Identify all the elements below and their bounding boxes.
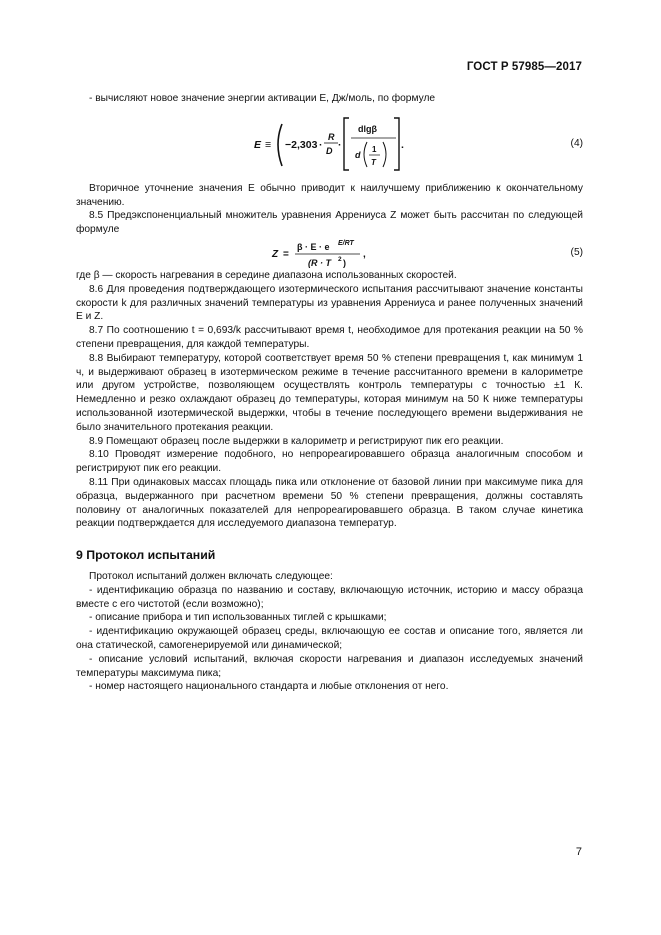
list-item: - идентификацию образца по названию и составу, включающую источник, историю и массу образца вместе с его чистотой (если возможно); (76, 584, 583, 610)
section-9-title: 9 Протокол испытаний (76, 548, 216, 563)
clause-8-11: 8.11 При одинаковых массах площадь пика или отклонение от базовой линии при максимуме пика для образца, выдержанного при расчетном времени 50 % степени превращения, должны составлять половину от аналогичных показателей для непрореагировавшего образца. В таком случае кинетика реакции подтверждается для исследуемого диапазона температур. (76, 476, 583, 530)
formula4-number: (4) (570, 137, 583, 149)
formula4-inner-left-paren (364, 142, 367, 167)
secondary-refinement: Вторичное уточнение значения E обычно приводит к наилучшему приближению к окончательному значению. (76, 182, 583, 208)
formula4-R: R (328, 131, 335, 142)
formula5-num: β · E · e (297, 241, 330, 252)
formula5-lhs: Z (272, 248, 279, 260)
formula4-left-bracket (344, 118, 349, 170)
formula4-period: . (401, 138, 404, 151)
formula5-den-close: ) (343, 257, 346, 268)
formula4-coef: −2,303 (285, 138, 318, 151)
formula5-den: (R · T (308, 257, 331, 268)
formula4-dot: · (319, 138, 323, 151)
formula5-equals: = (283, 248, 289, 260)
formula4-right-bracket (394, 118, 399, 170)
list-item: - описание условий испытаний, включая скорости нагревания и диапазон исследуемых значений температуры максимума пика; (76, 653, 583, 679)
clause-8-5: 8.5 Предэкспоненциальный множитель уравнения Аррениуса Z может быть рассчитан по следующей формуле (76, 210, 583, 236)
clause-8-8: 8.8 Выбирают температуру, которой соответствует время 50 % степени превращения t, как минимум 1 ч, и выдерживают образец в изотермическом режиме в течение рассчитанного времени в калориметре или другом устройстве, позволяющем осуществлять контроль температуры с точностью ±1 К. Немедленно и резко охлаждают образец до температуры, которая минимум на 50 К ниже температуры использованной изотермической выдержки, чтобы в течение последующего времени выдерживания не было значительного протекания реакции. (76, 352, 583, 433)
formula4-left-paren (278, 124, 282, 166)
formula-4-graphic (76, 114, 583, 174)
standard-code: ГОСТ Р 57985—2017 (466, 61, 582, 73)
list-item: - описание прибора и тип использованных тиглей с крышками; (89, 612, 387, 624)
intro-item: - вычисляют новое значение энергии активации E, Дж/моль, по формуле (89, 93, 436, 104)
formula-5 (76, 237, 583, 269)
where-beta: где β — скорость нагревания в середине диапазона использованных скоростей. (76, 269, 457, 281)
formula5-den-pow: 2 (338, 255, 342, 263)
formula4-equals: ≡ (265, 138, 272, 151)
page-content (76, 92, 583, 694)
list-item: - идентификацию окружающей образец среды, включающую ее состав и описание того, является ли она статической, самогенерируемой или динамической; (76, 626, 583, 651)
formula-5-graphic (76, 237, 583, 269)
formula-4 (76, 114, 583, 174)
formula4-num: dlgβ (358, 123, 377, 134)
clause-8-10: 8.10 Проводят измерение подобного, но непрореагировавшего образца аналогичным способом и регистрируют пик его реакции. (76, 449, 583, 475)
formula4-D: D (326, 145, 333, 156)
section-9-intro: Протокол испытаний должен включать следующее: (89, 570, 333, 582)
formula4-dot2: · (338, 138, 342, 151)
formula5-number: (5) (570, 247, 583, 259)
clause-8-6: 8.6 Для проведения подтверждающего изотермического испытания рассчитывают значение константы скорости k для различных значений температуры из уравнения Аррениуса и ранее полученных значений E и Z. (76, 283, 583, 323)
clause-8-7: 8.7 По соотношению t = 0,693/k рассчитывают время t, необходимое для протекания реакции на 50 % степени превращения, для каждой температуры. (76, 325, 583, 350)
formula4-T: T (371, 157, 376, 167)
clause-8-9: 8.9 Помещают образец после выдержки в калориметр и регистрируют пик его реакции. (89, 435, 504, 447)
formula4-lhs: E (254, 138, 262, 151)
list-item: - номер настоящего национального стандарта и любые отклонения от него. (89, 681, 449, 693)
page-number: 7 (575, 846, 582, 858)
formula4-inner-right-paren (383, 142, 386, 167)
formula4-den-d: d (355, 149, 361, 160)
formula4-one: 1 (372, 144, 377, 154)
formula5-exp: E/RT (338, 239, 354, 247)
formula5-comma: , (363, 248, 366, 260)
